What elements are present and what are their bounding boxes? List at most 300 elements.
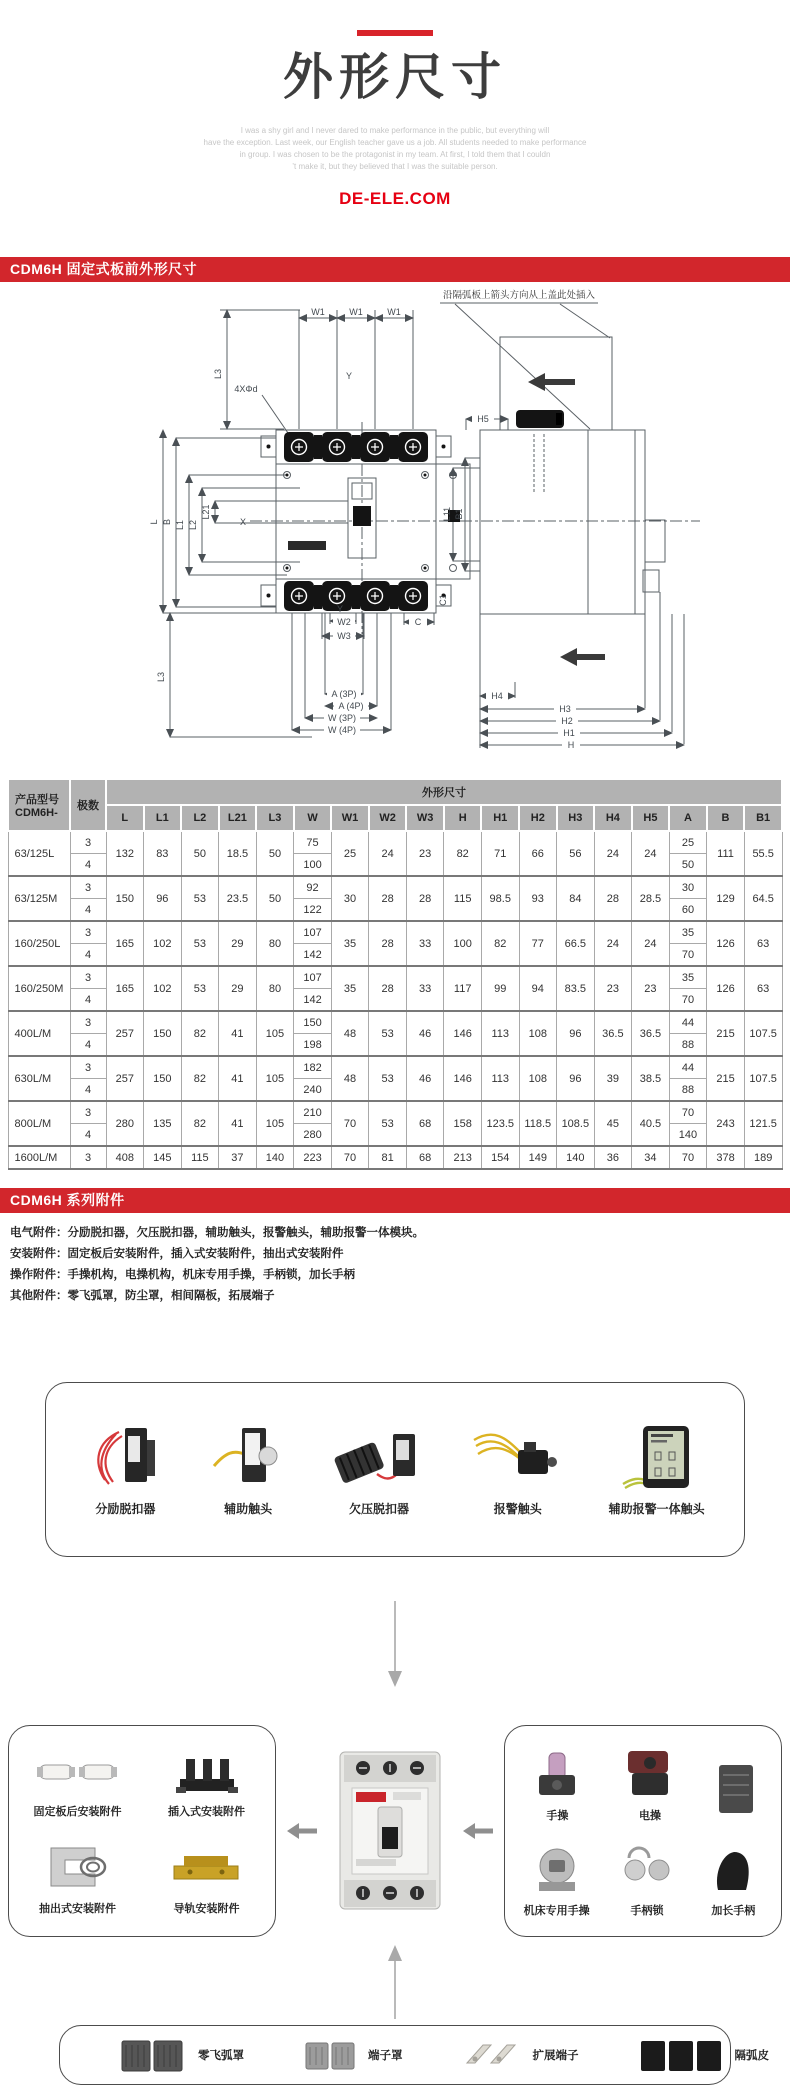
accessory-item bbox=[164, 1747, 250, 1819]
table-cell: 64.5 bbox=[744, 876, 782, 921]
accessory-label: 辅助触头 bbox=[224, 1502, 273, 1516]
table-cell: 99 bbox=[481, 966, 519, 1011]
table-cell: 28 bbox=[369, 876, 407, 921]
dim-label-a3p: A (3P) bbox=[331, 689, 357, 699]
table-row bbox=[8, 1146, 782, 1169]
extension-terminal-image bbox=[461, 2033, 523, 2077]
arc-barrier-image bbox=[637, 2033, 725, 2077]
accessory-text-line: 其他附件：零飞弧罩，防尘罩，相间隔板，拓展端子 bbox=[10, 1290, 275, 1302]
col-header-h1: H1 bbox=[481, 805, 519, 831]
table-cell: 257 bbox=[106, 1056, 144, 1101]
table-cell: 105 bbox=[256, 1101, 294, 1146]
col-header-h2: H2 bbox=[519, 805, 557, 831]
table-cell: 50 bbox=[669, 854, 707, 877]
table-cell: 102 bbox=[144, 921, 182, 966]
table-cell: 630L/M bbox=[8, 1056, 70, 1101]
table-cell: 3 bbox=[70, 921, 106, 944]
accessory-label: 抽出式安装附件 bbox=[39, 1902, 116, 1915]
table-cell: 100 bbox=[294, 854, 332, 877]
table-cell: 28 bbox=[406, 876, 444, 921]
arrow-left-icon bbox=[287, 1822, 317, 1840]
table-cell: 4 bbox=[70, 1034, 106, 1057]
table-row bbox=[8, 1011, 782, 1034]
dim-label-holes: 4XΦd bbox=[234, 384, 258, 394]
col-header-l3: L3 bbox=[256, 805, 294, 831]
accessory-text-line: 电气附件：分励脱扣器，欠压脱扣器，辅助触头，报警触头，辅助报警一体模块。 bbox=[10, 1227, 424, 1239]
table-cell: 28 bbox=[594, 876, 632, 921]
table-cell: 50 bbox=[181, 831, 219, 876]
col-header-b: B bbox=[707, 805, 745, 831]
dim-label-l1: L1 bbox=[175, 519, 185, 531]
table-cell: 50 bbox=[256, 876, 294, 921]
table-cell: 107 bbox=[294, 966, 332, 989]
table-cell: 189 bbox=[744, 1146, 782, 1169]
dim-label-w1: W1 bbox=[311, 307, 325, 317]
table-cell: 240 bbox=[294, 1079, 332, 1102]
table-cell: 213 bbox=[444, 1146, 482, 1169]
accessory-label: 电操 bbox=[638, 1809, 661, 1822]
table-cell: 160/250M bbox=[8, 966, 70, 1011]
table-cell: 34 bbox=[632, 1146, 670, 1169]
table-cell: 3 bbox=[70, 1011, 106, 1034]
draw-out-mount-image bbox=[35, 1840, 121, 1894]
table-cell: 35 bbox=[669, 966, 707, 989]
accessory-item bbox=[208, 1422, 288, 1517]
table-cell: 55.5 bbox=[744, 831, 782, 876]
table-cell: 46 bbox=[406, 1011, 444, 1056]
auxiliary-contact-image bbox=[208, 1422, 288, 1494]
table-cell: 70 bbox=[669, 1101, 707, 1124]
col-header-w3: W3 bbox=[406, 805, 444, 831]
col-header-h: H bbox=[444, 805, 482, 831]
drawing-note: 沿隔弧板上箭头方向从上盖此处插入 bbox=[442, 290, 596, 301]
table-cell: 70 bbox=[331, 1101, 369, 1146]
table-cell: 23 bbox=[632, 966, 670, 1011]
table-cell: 150 bbox=[144, 1011, 182, 1056]
table-cell: 150 bbox=[294, 1011, 332, 1034]
col-header-h5: H5 bbox=[632, 805, 670, 831]
table-cell: 29 bbox=[219, 921, 257, 966]
accessory-item bbox=[118, 2033, 244, 2077]
dim-label-w3p: W (3P) bbox=[328, 713, 356, 723]
table-cell: 115 bbox=[444, 876, 482, 921]
arc-cover-image bbox=[118, 2033, 188, 2077]
table-cell: 215 bbox=[707, 1056, 745, 1101]
table-cell: 198 bbox=[294, 1034, 332, 1057]
table-cell: 96 bbox=[557, 1011, 595, 1056]
motor-operator-image bbox=[618, 1745, 682, 1801]
table-cell: 142 bbox=[294, 989, 332, 1012]
table-cell: 82 bbox=[181, 1101, 219, 1146]
table-cell: 223 bbox=[294, 1146, 332, 1169]
col-header-l1: L1 bbox=[144, 805, 182, 831]
table-cell: 243 bbox=[707, 1101, 745, 1146]
table-cell: 111 bbox=[707, 831, 745, 876]
table-row bbox=[8, 1056, 782, 1079]
dimensions-table bbox=[7, 778, 783, 1170]
table-cell: 53 bbox=[181, 966, 219, 1011]
table-cell: 4 bbox=[70, 1124, 106, 1147]
accessory-label: 固定板后安装附件 bbox=[33, 1805, 122, 1818]
table-cell: 29 bbox=[219, 966, 257, 1011]
table-cell: 53 bbox=[369, 1056, 407, 1101]
table-cell: 18.5 bbox=[219, 831, 257, 876]
table-cell: 37 bbox=[219, 1146, 257, 1169]
table-cell: 108.5 bbox=[557, 1101, 595, 1146]
dim-label-l11: L11 bbox=[442, 506, 452, 522]
accessory-label: 插入式安装附件 bbox=[168, 1805, 245, 1818]
dim-label-h4: H4 bbox=[491, 691, 503, 701]
table-cell: 140 bbox=[669, 1124, 707, 1147]
dim-label-w1: W1 bbox=[387, 307, 401, 317]
table-cell: 44 bbox=[669, 1011, 707, 1034]
table-cell: 4 bbox=[70, 989, 106, 1012]
accessory-label: 零飞弧罩 bbox=[198, 2050, 244, 2062]
table-cell: 24 bbox=[594, 921, 632, 966]
table-cell: 102 bbox=[144, 966, 182, 1011]
table-cell: 126 bbox=[707, 966, 745, 1011]
dim-label-c: C bbox=[414, 617, 422, 627]
table-cell: 3 bbox=[70, 1056, 106, 1079]
table-cell: 25 bbox=[331, 831, 369, 876]
table-cell: 48 bbox=[331, 1011, 369, 1056]
page-title: 外形尺寸 bbox=[283, 49, 507, 105]
table-cell: 105 bbox=[256, 1056, 294, 1101]
dim-label-y: Y bbox=[345, 371, 353, 381]
table-cell: 108 bbox=[519, 1011, 557, 1056]
table-cell: 158 bbox=[444, 1101, 482, 1146]
rail-mount-image bbox=[164, 1840, 250, 1894]
shunt-release-image bbox=[85, 1422, 165, 1494]
col-header-l21: L21 bbox=[219, 805, 257, 831]
accessory-text-line: 安装附件：固定板后安装附件，插入式安装附件，抽出式安装附件 bbox=[10, 1248, 344, 1260]
col-header-w1: W1 bbox=[331, 805, 369, 831]
accessory-label: 分励脱扣器 bbox=[95, 1502, 156, 1516]
dim-label-b: B bbox=[162, 518, 172, 526]
accessory-item bbox=[34, 1747, 122, 1819]
dim-label-w4p: W (4P) bbox=[328, 725, 356, 735]
dim-label-b1: B1 bbox=[454, 508, 464, 520]
table-cell: 150 bbox=[144, 1056, 182, 1101]
table-row bbox=[8, 831, 782, 854]
breaker-product-image bbox=[331, 1747, 449, 1915]
accessory-item bbox=[35, 1840, 121, 1916]
tagline-line: ’t make it, but they believed that I was the suitable person. bbox=[292, 162, 498, 171]
table-cell: 4 bbox=[70, 944, 106, 967]
terminal-cover-image bbox=[302, 2033, 358, 2077]
table-cell: 3 bbox=[70, 1101, 106, 1124]
accessory-label: 扩展端子 bbox=[532, 2050, 579, 2062]
accessory-item bbox=[461, 2033, 579, 2077]
accessory-item bbox=[331, 1422, 427, 1517]
table-cell: 28 bbox=[369, 921, 407, 966]
table-cell: 98.5 bbox=[481, 876, 519, 921]
table-cell: 66.5 bbox=[557, 921, 595, 966]
table-cell: 63 bbox=[744, 921, 782, 966]
table-cell: 96 bbox=[557, 1056, 595, 1101]
table-cell: 68 bbox=[406, 1101, 444, 1146]
table-cell: 210 bbox=[294, 1101, 332, 1124]
table-cell: 1600L/M bbox=[8, 1146, 70, 1169]
col-header-poles: 极数 bbox=[70, 779, 106, 831]
col-header-h3: H3 bbox=[557, 805, 595, 831]
table-cell: 408 bbox=[106, 1146, 144, 1169]
table-cell: 96 bbox=[144, 876, 182, 921]
table-cell: 165 bbox=[106, 921, 144, 966]
table-cell: 39 bbox=[594, 1056, 632, 1101]
table-cell: 70 bbox=[331, 1146, 369, 1169]
dim-label-a4p: A (4P) bbox=[338, 701, 364, 711]
table-cell: 41 bbox=[219, 1056, 257, 1101]
table-cell: 800L/M bbox=[8, 1101, 70, 1146]
motor-operator-cover-image bbox=[711, 1761, 761, 1817]
table-cell: 30 bbox=[669, 876, 707, 899]
tagline-line: have the exception. Last week, our English teacher gave us a job. All students needed to make performance bbox=[203, 138, 587, 147]
table-cell: 25 bbox=[669, 831, 707, 854]
table-cell: 41 bbox=[219, 1011, 257, 1056]
table-cell: 3 bbox=[70, 1146, 106, 1169]
table-cell: 80 bbox=[256, 921, 294, 966]
dim-label-l3: L3 bbox=[156, 671, 166, 683]
table-cell: 70 bbox=[669, 989, 707, 1012]
table-cell: 165 bbox=[106, 966, 144, 1011]
manual-operator-image bbox=[525, 1745, 589, 1801]
table-cell: 63/125M bbox=[8, 876, 70, 921]
table-cell: 92 bbox=[294, 876, 332, 899]
col-header-dimensions: 外形尺寸 bbox=[106, 779, 782, 805]
other-accessories-box bbox=[59, 2025, 769, 2085]
table-cell: 81 bbox=[369, 1146, 407, 1169]
table-cell: 400L/M bbox=[8, 1011, 70, 1056]
arrow-up-icon bbox=[383, 1945, 407, 2019]
page-header bbox=[0, 0, 790, 209]
table-cell: 70 bbox=[669, 944, 707, 967]
col-header-l2: L2 bbox=[181, 805, 219, 831]
table-cell: 56 bbox=[557, 831, 595, 876]
table-cell: 215 bbox=[707, 1011, 745, 1056]
dim-label-h1: H1 bbox=[563, 728, 575, 738]
col-header-model: 产品型号 CDM6H- bbox=[8, 779, 70, 831]
table-cell: 378 bbox=[707, 1146, 745, 1169]
dimension-drawing bbox=[0, 282, 790, 764]
accessory-label: 手操 bbox=[546, 1809, 569, 1822]
table-cell: 33 bbox=[406, 921, 444, 966]
title-accent-bar bbox=[357, 30, 433, 36]
table-cell: 53 bbox=[369, 1011, 407, 1056]
handle-lock-image bbox=[615, 1844, 679, 1896]
table-cell: 45 bbox=[594, 1101, 632, 1146]
table-cell: 40.5 bbox=[632, 1101, 670, 1146]
table-cell: 41 bbox=[219, 1101, 257, 1146]
col-header-w2: W2 bbox=[369, 805, 407, 831]
tagline-line: I was a shy girl and I never dared to make performance in the public, but everything will bbox=[240, 126, 550, 135]
col-header-l: L bbox=[106, 805, 144, 831]
table-cell: 36.5 bbox=[632, 1011, 670, 1056]
table-row bbox=[8, 921, 782, 944]
table-cell: 4 bbox=[70, 854, 106, 877]
table-cell: 80 bbox=[256, 966, 294, 1011]
accessory-flow-row bbox=[0, 1725, 790, 1937]
dim-label-w2: W2 bbox=[337, 617, 351, 627]
accessory-item bbox=[302, 2033, 403, 2077]
accessory-item bbox=[618, 1745, 682, 1823]
table-cell: 132 bbox=[106, 831, 144, 876]
table-cell: 113 bbox=[481, 1056, 519, 1101]
table-cell: 53 bbox=[369, 1101, 407, 1146]
accessory-label: 导轨安装附件 bbox=[173, 1902, 240, 1915]
table-cell: 4 bbox=[70, 899, 106, 922]
table-cell: 93 bbox=[519, 876, 557, 921]
table-cell: 107 bbox=[294, 921, 332, 944]
col-header-b1: B1 bbox=[744, 805, 782, 831]
table-cell: 70 bbox=[669, 1146, 707, 1169]
table-cell: 30 bbox=[331, 876, 369, 921]
table-cell: 122 bbox=[294, 899, 332, 922]
table-cell: 88 bbox=[669, 1034, 707, 1057]
table-cell: 44 bbox=[669, 1056, 707, 1079]
dim-label-h2: H2 bbox=[561, 716, 573, 726]
table-cell: 280 bbox=[106, 1101, 144, 1146]
accessory-item bbox=[525, 1745, 589, 1823]
aux-alarm-module-image bbox=[615, 1422, 699, 1494]
accessory-label: 手柄锁 bbox=[630, 1904, 664, 1917]
operating-row-1 bbox=[511, 1745, 775, 1823]
dim-label-c1: C1 bbox=[438, 594, 448, 606]
table-cell: 24 bbox=[632, 921, 670, 966]
table-cell: 36 bbox=[594, 1146, 632, 1169]
tagline bbox=[0, 125, 790, 173]
table-cell: 182 bbox=[294, 1056, 332, 1079]
arrow-down-icon bbox=[383, 1601, 407, 1687]
dim-label-h5: H5 bbox=[477, 414, 489, 424]
accessory-label: 机床专用手操 bbox=[523, 1904, 590, 1917]
table-cell: 28.5 bbox=[632, 876, 670, 921]
table-cell: 83 bbox=[144, 831, 182, 876]
dim-label-h: H bbox=[567, 740, 575, 750]
table-cell: 28 bbox=[369, 966, 407, 1011]
table-cell: 63/125L bbox=[8, 831, 70, 876]
undervoltage-release-image bbox=[331, 1422, 427, 1494]
table-cell: 35 bbox=[331, 966, 369, 1011]
dim-label-l21: L21 bbox=[201, 504, 211, 520]
accessory-label: 隔弧皮 bbox=[734, 2050, 769, 2062]
dim-label-w1: W1 bbox=[349, 307, 363, 317]
table-cell: 88 bbox=[669, 1079, 707, 1102]
table-cell: 3 bbox=[70, 831, 106, 854]
table-cell: 60 bbox=[669, 899, 707, 922]
table-cell: 135 bbox=[144, 1101, 182, 1146]
accessory-item bbox=[164, 1840, 250, 1916]
table-cell: 75 bbox=[294, 831, 332, 854]
accessory-item bbox=[704, 1844, 762, 1918]
table-cell: 23.5 bbox=[219, 876, 257, 921]
table-cell: 100 bbox=[444, 921, 482, 966]
table-cell: 71 bbox=[481, 831, 519, 876]
table-cell: 117 bbox=[444, 966, 482, 1011]
machine-tool-handle-image bbox=[525, 1844, 589, 1896]
extended-handle-image bbox=[704, 1844, 762, 1896]
section-header-dimensions: CDM6H 固定式板前外形尺寸 bbox=[0, 257, 790, 282]
accessory-text-line: 操作附件：手操机构，电操机构，机床专用手操，手柄锁，加长手柄 bbox=[10, 1269, 355, 1281]
accessory-item bbox=[615, 1844, 679, 1918]
accessory-item bbox=[524, 1844, 590, 1918]
table-cell: 33 bbox=[406, 966, 444, 1011]
table-cell: 113 bbox=[481, 1011, 519, 1056]
table-cell: 50 bbox=[256, 831, 294, 876]
accessory-label: 加长手柄 bbox=[711, 1904, 756, 1917]
accessory-label: 欠压脱扣器 bbox=[348, 1502, 409, 1516]
table-cell: 82 bbox=[444, 831, 482, 876]
table-cell: 66 bbox=[519, 831, 557, 876]
dim-label-y: Y bbox=[336, 604, 344, 614]
fixed-plate-mount-image bbox=[35, 1747, 121, 1797]
dim-label-l2: L2 bbox=[188, 519, 198, 531]
table-cell: 23 bbox=[594, 966, 632, 1011]
table-cell: 140 bbox=[557, 1146, 595, 1169]
accessory-item bbox=[470, 1422, 566, 1517]
alarm-contact-image bbox=[470, 1422, 566, 1494]
table-cell: 280 bbox=[294, 1124, 332, 1147]
table-cell: 77 bbox=[519, 921, 557, 966]
section-header-accessories: CDM6H 系列附件 bbox=[0, 1188, 790, 1213]
plug-in-mount-image bbox=[164, 1747, 250, 1797]
table-cell: 94 bbox=[519, 966, 557, 1011]
table-cell: 23 bbox=[406, 831, 444, 876]
table-row bbox=[8, 966, 782, 989]
table-cell: 146 bbox=[444, 1011, 482, 1056]
table-cell: 38.5 bbox=[632, 1056, 670, 1101]
table-cell: 118.5 bbox=[519, 1101, 557, 1146]
table-cell: 142 bbox=[294, 944, 332, 967]
table-cell: 4 bbox=[70, 1079, 106, 1102]
operating-row-2 bbox=[511, 1844, 775, 1918]
table-cell: 121.5 bbox=[744, 1101, 782, 1146]
table-cell: 115 bbox=[181, 1146, 219, 1169]
table-cell: 140 bbox=[256, 1146, 294, 1169]
table-cell: 150 bbox=[106, 876, 144, 921]
dim-label-l3: L3 bbox=[213, 368, 223, 380]
insert-direction-arrow-icon bbox=[528, 373, 575, 391]
table-row bbox=[8, 1101, 782, 1124]
table-cell: 154 bbox=[481, 1146, 519, 1169]
site-link[interactable]: DE-ELE.COM bbox=[339, 189, 451, 208]
table-cell: 257 bbox=[106, 1011, 144, 1056]
accessory-text bbox=[10, 1225, 790, 1304]
table-cell: 46 bbox=[406, 1056, 444, 1101]
table-cell: 53 bbox=[181, 921, 219, 966]
dimension-drawing-svg bbox=[0, 282, 790, 764]
table-cell: 24 bbox=[594, 831, 632, 876]
accessory-item bbox=[85, 1422, 165, 1517]
electrical-accessories-box bbox=[45, 1382, 745, 1557]
accessory-item bbox=[711, 1761, 761, 1823]
table-cell: 35 bbox=[331, 921, 369, 966]
table-cell: 24 bbox=[632, 831, 670, 876]
accessory-item bbox=[609, 1422, 705, 1517]
table-cell: 36.5 bbox=[594, 1011, 632, 1056]
table-cell: 53 bbox=[181, 876, 219, 921]
operating-accessories-box bbox=[504, 1725, 782, 1937]
table-cell: 145 bbox=[144, 1146, 182, 1169]
table-cell: 82 bbox=[181, 1011, 219, 1056]
table-cell: 35 bbox=[669, 921, 707, 944]
accessory-item bbox=[637, 2033, 770, 2077]
table-cell: 107.5 bbox=[744, 1056, 782, 1101]
table-cell: 84 bbox=[557, 876, 595, 921]
arrow-left-icon bbox=[463, 1822, 493, 1840]
table-cell: 105 bbox=[256, 1011, 294, 1056]
table-cell: 83.5 bbox=[557, 966, 595, 1011]
